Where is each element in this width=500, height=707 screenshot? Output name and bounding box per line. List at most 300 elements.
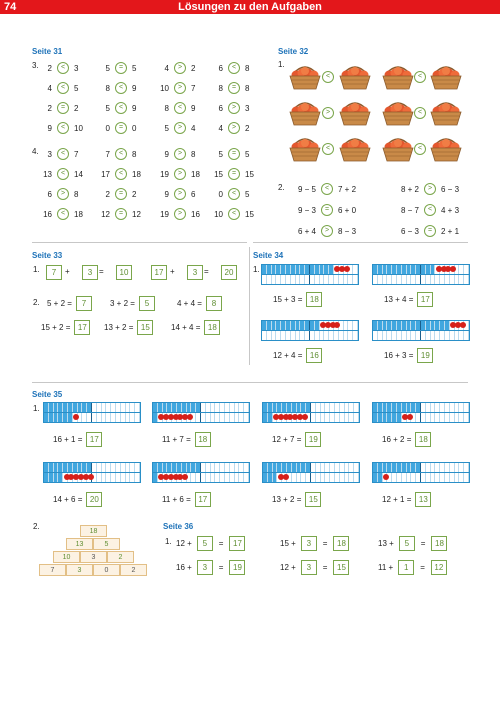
seite-32-title: Seite 32 — [278, 47, 309, 56]
right-value: 0 — [132, 123, 137, 133]
right-value: 2 — [245, 123, 250, 133]
comparison — [40, 188, 86, 200]
term: 13 + 4 = — [384, 295, 414, 304]
ten-frame — [43, 412, 141, 423]
apple-basket-icon — [428, 134, 464, 162]
comparison-symbol: > — [228, 122, 240, 134]
right-value: 5 — [74, 83, 79, 93]
comparison — [40, 122, 86, 134]
left-value: 4 — [47, 83, 52, 93]
left-value: 9 — [164, 149, 169, 159]
ten-frame — [262, 472, 360, 483]
right-value: 8 — [132, 149, 137, 159]
apple-basket-icon — [337, 134, 373, 162]
addition — [41, 320, 90, 335]
comparison — [40, 148, 86, 160]
right-term: 8 − 3 — [338, 226, 357, 236]
term: 11 + 7 = — [162, 435, 191, 444]
comparison — [211, 62, 257, 74]
comparison — [211, 122, 257, 134]
addition — [104, 320, 153, 335]
frame-cell — [353, 275, 358, 284]
term-comparison — [288, 225, 356, 237]
left-value: 6 — [218, 63, 223, 73]
term: 14 + 4 = — [171, 323, 201, 332]
comparison — [98, 148, 144, 160]
pyramid-cell: 7 — [39, 564, 66, 576]
answer-box: 18 — [195, 432, 211, 447]
page-title: Lösungen zu den Aufgaben — [178, 1, 322, 13]
comparison — [157, 102, 203, 114]
exercise-number: 2. — [278, 183, 285, 192]
answer-box: 19 — [229, 560, 245, 575]
ten-frame — [261, 330, 359, 341]
exercise-number: 1. — [278, 60, 285, 69]
right-value: 7 — [74, 149, 79, 159]
left-value: 19 — [160, 209, 169, 219]
comparison-symbol: < — [115, 148, 127, 160]
addition — [53, 432, 102, 447]
comparison-symbol: < — [57, 82, 69, 94]
comparison-symbol: > — [322, 107, 334, 119]
left-value: 9 — [47, 123, 52, 133]
comparison-symbol: > — [57, 188, 69, 200]
right-value: 15 — [245, 169, 254, 179]
answer-box: 1 — [398, 560, 414, 575]
comparison-symbol: = — [115, 122, 127, 134]
term: 12 + 4 = — [273, 351, 303, 360]
ten-frame — [372, 472, 470, 483]
comparison-symbol: > — [174, 188, 186, 200]
frame-cell — [135, 413, 140, 422]
frame-cell — [464, 473, 469, 482]
right-value: 18 — [132, 169, 141, 179]
addition — [273, 348, 322, 363]
addition — [280, 536, 349, 551]
apple-basket-icon — [380, 62, 416, 90]
right-value: 8 — [191, 149, 196, 159]
comparison — [98, 168, 144, 180]
comparison-symbol: < — [321, 183, 333, 195]
ten-frame — [262, 412, 360, 423]
left-term: 9 − 3 — [297, 205, 316, 215]
equation-part: + — [65, 267, 70, 276]
answer-box: 15 — [333, 560, 349, 575]
frame-cell — [464, 265, 469, 274]
comparison — [98, 122, 144, 134]
answer-box: 16 — [306, 348, 322, 363]
comparison-symbol: < — [414, 71, 426, 83]
right-value: 12 — [132, 209, 141, 219]
comparison — [98, 82, 144, 94]
pyramid-cell: 2 — [120, 564, 147, 576]
right-value: 18 — [191, 169, 200, 179]
comparison-symbol: < — [57, 168, 69, 180]
right-value: 2 — [191, 63, 196, 73]
left-term: 8 − 7 — [400, 205, 419, 215]
comparison — [157, 82, 203, 94]
right-term: 6 + 0 — [338, 205, 357, 215]
comparison-symbol: < — [228, 208, 240, 220]
addition — [378, 560, 447, 575]
ten-frame — [152, 472, 250, 483]
left-value: 6 — [218, 103, 223, 113]
exercise-number: 2. — [33, 298, 40, 307]
exercise-number: 3. — [32, 61, 39, 70]
term-comparison — [391, 225, 459, 237]
left-value: 4 — [164, 63, 169, 73]
right-term: 6 − 3 — [441, 184, 460, 194]
term: 15 + — [280, 539, 296, 548]
frame-cell — [244, 413, 249, 422]
left-term: 9 − 5 — [297, 184, 316, 194]
left-term: 6 + 4 — [297, 226, 316, 236]
equation-part: = — [204, 267, 209, 276]
ten-frame — [372, 330, 470, 341]
ten-frame — [261, 274, 359, 285]
ten-frame — [372, 412, 470, 423]
term: 3 + 2 = — [110, 299, 135, 308]
comparison — [40, 82, 86, 94]
equals-sign: = — [322, 539, 328, 548]
comparison — [211, 168, 257, 180]
term: 12 + 1 = — [382, 495, 412, 504]
right-value: 5 — [132, 63, 137, 73]
comparison — [40, 208, 86, 220]
comparison-symbol: < — [322, 71, 334, 83]
answer-box: 5 — [197, 536, 213, 551]
comparison-symbol: = — [115, 208, 127, 220]
term: 13 + 2 = — [104, 323, 134, 332]
equation-part: 17 — [151, 265, 167, 280]
frame-cell — [244, 463, 249, 472]
ten-frame — [43, 472, 141, 483]
term: 11 + 6 = — [162, 495, 191, 504]
frame-cell — [354, 413, 359, 422]
ten-frame — [372, 274, 470, 285]
frame-cell — [464, 331, 469, 340]
addition — [176, 536, 245, 551]
right-value: 2 — [132, 189, 137, 199]
comparison — [40, 168, 86, 180]
answer-box: 12 — [431, 560, 447, 575]
comparison-symbol: < — [115, 168, 127, 180]
comparison — [211, 102, 257, 114]
pyramid-cell: 10 — [53, 551, 80, 563]
exercise-number: 1. — [253, 265, 260, 274]
addition — [177, 296, 222, 311]
comparison-symbol: > — [174, 168, 186, 180]
comparison-symbol: = — [115, 62, 127, 74]
frame-cell — [464, 321, 469, 330]
left-value: 2 — [47, 103, 52, 113]
answer-box: 3 — [301, 560, 317, 575]
right-value: 14 — [74, 169, 83, 179]
addition — [378, 536, 447, 551]
frame-cell — [354, 403, 359, 412]
addition — [384, 292, 433, 307]
left-value: 2 — [105, 189, 110, 199]
frame-cell — [353, 321, 358, 330]
right-value: 8 — [245, 63, 250, 73]
addition — [171, 320, 220, 335]
equals-sign: = — [218, 539, 224, 548]
term-comparison — [391, 183, 459, 195]
frame-cell — [354, 473, 359, 482]
term: 16 + 2 = — [382, 435, 412, 444]
left-value: 9 — [164, 189, 169, 199]
right-value: 4 — [191, 123, 196, 133]
term: 15 + 2 = — [41, 323, 71, 332]
pyramid-cell: 5 — [93, 538, 120, 550]
term: 13 + — [378, 539, 394, 548]
addition — [53, 492, 102, 507]
comparison-symbol: < — [174, 102, 186, 114]
frame-cell — [354, 463, 359, 472]
answer-box: 17 — [229, 536, 245, 551]
equation-part: 7 — [46, 265, 62, 280]
comparison-symbol: < — [228, 62, 240, 74]
equals-sign: = — [420, 563, 425, 572]
left-value: 12 — [101, 209, 110, 219]
term: 16 + 3 = — [384, 351, 414, 360]
apple-basket-icon — [380, 98, 416, 126]
comparison — [40, 62, 86, 74]
term-comparison — [288, 204, 356, 216]
pyramid-cell: 18 — [80, 525, 107, 537]
comparison-symbol: = — [228, 82, 240, 94]
right-value: 7 — [191, 83, 196, 93]
left-value: 4 — [218, 123, 223, 133]
addition — [382, 432, 431, 447]
answer-box: 18 — [306, 292, 322, 307]
term-comparison — [288, 183, 356, 195]
page-number: 74 — [4, 1, 17, 13]
pyramid-cell: 3 — [80, 551, 107, 563]
term: 14 + 6 = — [53, 495, 83, 504]
seite-35-title: Seite 35 — [32, 390, 63, 399]
pyramid-cell: 2 — [107, 551, 134, 563]
right-value: 9 — [132, 103, 137, 113]
answer-box: 15 — [137, 320, 153, 335]
pyramid-cell: 3 — [66, 564, 93, 576]
comparison-symbol: < — [424, 204, 436, 216]
comparison — [157, 62, 203, 74]
comparison-symbol: > — [321, 225, 333, 237]
addition — [382, 492, 431, 507]
comparison-symbol: < — [414, 143, 426, 155]
comparison-symbol: = — [321, 204, 333, 216]
left-value: 16 — [43, 209, 52, 219]
seite-33-title: Seite 33 — [32, 251, 63, 260]
ten-frame — [152, 412, 250, 423]
equation-part: = — [99, 267, 104, 276]
comparison-symbol: = — [115, 188, 127, 200]
answer-box: 20 — [86, 492, 102, 507]
apple-basket-icon — [337, 98, 373, 126]
answer-box: 17 — [74, 320, 90, 335]
left-term: 8 + 2 — [400, 184, 419, 194]
right-value: 3 — [74, 63, 79, 73]
exercise-number: 2. — [33, 522, 40, 531]
term: 15 + 3 = — [273, 295, 303, 304]
addition — [273, 292, 322, 307]
answer-box: 5 — [139, 296, 155, 311]
answer-box: 19 — [417, 348, 433, 363]
answer-box: 18 — [415, 432, 431, 447]
exercise-number: 1. — [165, 537, 172, 546]
left-value: 5 — [164, 123, 169, 133]
apple-basket-icon — [287, 62, 323, 90]
apple-basket-icon — [287, 134, 323, 162]
comparison — [98, 102, 144, 114]
comparison-symbol: < — [57, 62, 69, 74]
addition — [110, 296, 155, 311]
comparison — [98, 62, 144, 74]
addition — [384, 348, 433, 363]
comparison — [157, 148, 203, 160]
apple-basket-icon — [428, 62, 464, 90]
pyramid-cell: 13 — [66, 538, 93, 550]
addition — [162, 492, 211, 507]
comparison-symbol: = — [228, 168, 240, 180]
left-value: 2 — [47, 63, 52, 73]
frame-cell — [464, 403, 469, 412]
comparison — [157, 188, 203, 200]
frame-cell — [464, 275, 469, 284]
exercise-number: 4. — [32, 147, 39, 156]
addition — [162, 432, 211, 447]
addition — [272, 432, 321, 447]
term: 12 + — [280, 563, 296, 572]
right-value: 16 — [191, 209, 200, 219]
pyramid-cell: 0 — [93, 564, 120, 576]
comparison — [157, 168, 203, 180]
right-value: 8 — [74, 189, 79, 199]
left-value: 13 — [43, 169, 52, 179]
comparison — [157, 122, 203, 134]
frame-cell — [353, 265, 358, 274]
frame-cell — [353, 331, 358, 340]
comparison — [40, 102, 86, 114]
right-value: 10 — [74, 123, 83, 133]
addition — [280, 560, 349, 575]
term: 11 + — [378, 563, 394, 572]
answer-box: 3 — [197, 560, 213, 575]
answer-box: 5 — [399, 536, 415, 551]
comparison-symbol: > — [424, 183, 436, 195]
answer-box: 17 — [195, 492, 211, 507]
addition — [176, 560, 245, 575]
answer-box: 3 — [301, 536, 317, 551]
frame-cell — [464, 413, 469, 422]
left-value: 19 — [160, 169, 169, 179]
left-value: 10 — [214, 209, 223, 219]
addition — [47, 296, 92, 311]
frame-cell — [135, 403, 140, 412]
equation-part: 3 — [187, 265, 203, 280]
right-term: 2 + 1 — [441, 226, 460, 236]
left-value: 8 — [218, 83, 223, 93]
frame-cell — [244, 473, 249, 482]
equation-part: 10 — [116, 265, 132, 280]
term-comparison — [391, 204, 459, 216]
right-value: 6 — [191, 189, 196, 199]
comparison-symbol: = — [228, 148, 240, 160]
answer-box: 17 — [417, 292, 433, 307]
right-value: 18 — [74, 209, 83, 219]
number-pyramid — [35, 522, 155, 584]
term: 16 + — [176, 563, 192, 572]
apple-basket-icon — [428, 98, 464, 126]
right-term: 7 + 2 — [338, 184, 357, 194]
comparison — [211, 82, 257, 94]
comparison — [211, 208, 257, 220]
seite-34-title: Seite 34 — [253, 251, 284, 260]
addition — [272, 492, 321, 507]
comparison-symbol: > — [174, 122, 186, 134]
left-value: 10 — [160, 83, 169, 93]
comparison-symbol: < — [414, 107, 426, 119]
right-value: 5 — [245, 149, 250, 159]
answer-box: 13 — [415, 492, 431, 507]
left-value: 3 — [47, 149, 52, 159]
right-value: 3 — [245, 103, 250, 113]
apple-basket-icon — [287, 98, 323, 126]
left-value: 0 — [105, 123, 110, 133]
comparison-symbol: < — [322, 143, 334, 155]
right-value: 9 — [132, 83, 137, 93]
exercise-number: 1. — [33, 265, 40, 274]
comparison-symbol: = — [57, 102, 69, 114]
frame-cell — [135, 473, 140, 482]
comparison-symbol: > — [174, 148, 186, 160]
comparison-symbol: > — [228, 102, 240, 114]
apple-basket-icon — [380, 134, 416, 162]
equation-part: 3 — [82, 265, 98, 280]
term: 5 + 2 = — [47, 299, 72, 308]
comparison — [98, 188, 144, 200]
answer-box: 17 — [86, 432, 102, 447]
comparison-symbol: = — [424, 225, 436, 237]
equals-sign: = — [218, 563, 224, 572]
exercise-number: 1. — [33, 404, 40, 413]
left-value: 5 — [218, 149, 223, 159]
term: 12 + 7 = — [272, 435, 302, 444]
left-value: 6 — [47, 189, 52, 199]
comparison-symbol: > — [174, 82, 186, 94]
right-term: 4 + 3 — [441, 205, 460, 215]
left-value: 7 — [105, 149, 110, 159]
frame-cell — [244, 403, 249, 412]
answer-box: 8 — [206, 296, 222, 311]
left-value: 15 — [214, 169, 223, 179]
comparison-symbol: < — [115, 102, 127, 114]
answer-box: 18 — [204, 320, 220, 335]
comparison — [98, 208, 144, 220]
left-value: 8 — [105, 83, 110, 93]
comparison-symbol: < — [228, 188, 240, 200]
term: 16 + 1 = — [53, 435, 83, 444]
frame-cell — [464, 463, 469, 472]
comparison-symbol: < — [57, 122, 69, 134]
comparison-symbol: < — [57, 148, 69, 160]
term: 13 + 2 = — [272, 495, 302, 504]
left-value: 8 — [164, 103, 169, 113]
left-term: 6 − 3 — [400, 226, 419, 236]
comparison — [211, 188, 257, 200]
equals-sign: = — [420, 539, 426, 548]
